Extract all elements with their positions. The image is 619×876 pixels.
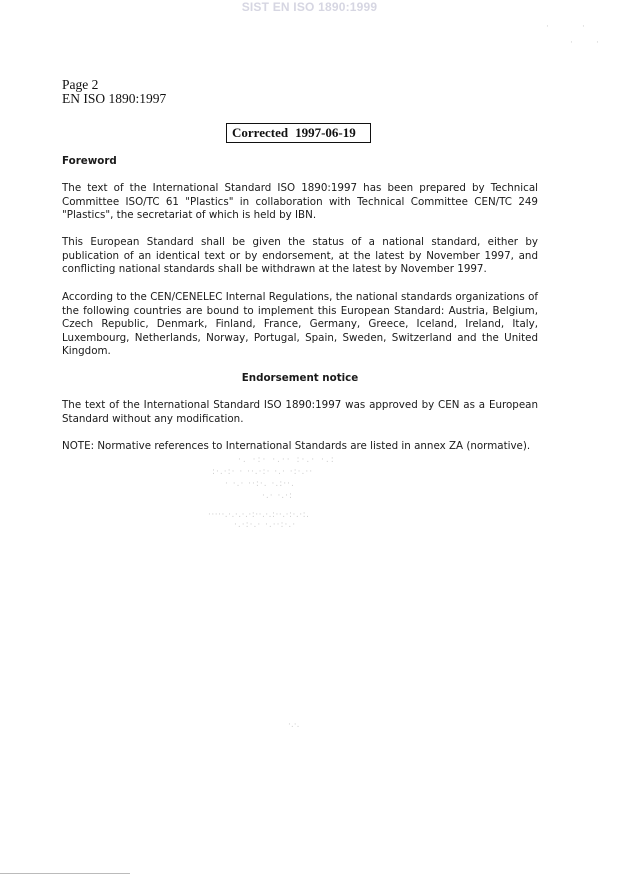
normative-note: NOTE: Normative references to International Standards are listed in annex ZA (normative). (62, 440, 531, 452)
foreword-paragraph-1: The text of the International Standard ISO 1890:1997 has been prepared by Technical Committee ISO/TC 61 "Plastics" in collaboration with Technical Committee CEN/TC 249 "Plastics", the secretariat of which is held by IBN. (62, 182, 538, 222)
scan-noise: · ·.· ··:·. ·.:··. (225, 479, 295, 489)
footer-rule (0, 873, 130, 874)
scan-noise: · (570, 38, 573, 48)
scan-noise: :·.·:· · ··.·:· ·.· ·:·.·· (212, 467, 314, 477)
foreword-paragraph-3: According to the CEN/CENELEC Internal Regulations, the national standards organizations of the following countries are bound to implement this European Standard: Austria, Belgium, Czech Republic, Denmark, Finland, France, Germany, Greece, Iceland, Ireland, Italy, Luxembourg, Netherlands, Norway, Portugal, Spain, Sweden, Switzerland and the United Kingdom. (62, 291, 538, 358)
endorsement-paragraph: The text of the International Standard ISO 1890:1997 was approved by CEN as a European Standard without any modification. (62, 399, 538, 425)
corrected-date: 1997-06-19 (295, 125, 356, 140)
corrected-label: Corrected (232, 125, 289, 140)
scan-noise: ·.· ·.·: (262, 491, 294, 501)
scan-noise: ·. ·:· ·.·· :·.· ·.: (238, 455, 336, 465)
scan-noise: ·.·:·.· ·.··:·.· (234, 520, 297, 530)
scan-noise: · (596, 38, 599, 48)
scan-noise: ·····.·.·.·.·:··.·.:··.·:·.·:. (208, 510, 310, 520)
watermark: SIST EN ISO 1890:1999 (241, 0, 378, 14)
foreword-paragraph-2: This European Standard shall be given the status of a national standard, either by publication of an identical text or by endorsement, at the latest by November 1997, and conflicting national standards shall be withdrawn at the latest by November 1997. (62, 236, 538, 276)
corrected-stamp (226, 123, 371, 143)
endorsement-heading: Endorsement notice (241, 372, 359, 384)
standard-id: EN ISO 1890:1997 (62, 91, 167, 106)
scan-noise: · (582, 22, 585, 32)
scan-noise: ·.·. (288, 720, 300, 730)
page-header (62, 78, 166, 106)
foreword-heading: Foreword (62, 155, 117, 167)
scan-noise: · (546, 22, 549, 32)
page-number: Page 2 (62, 77, 99, 92)
